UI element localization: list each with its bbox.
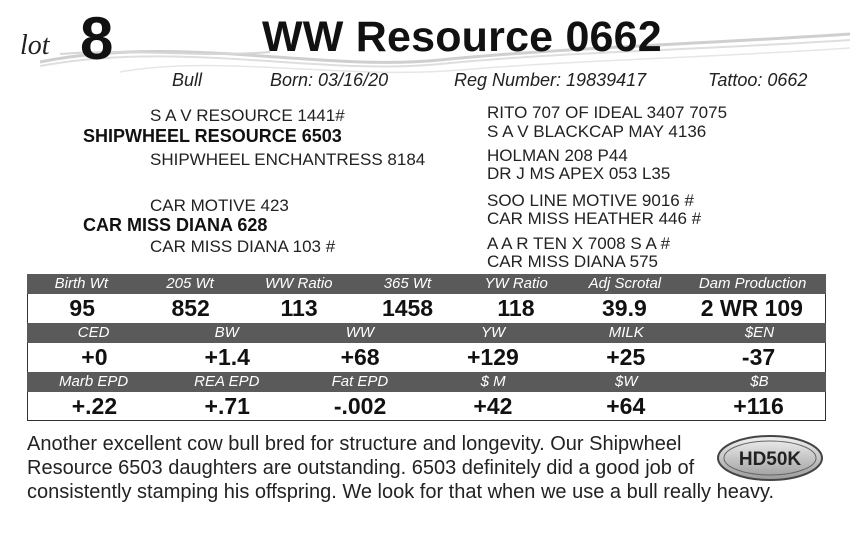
- epd-header-row-1: [27, 323, 826, 343]
- sex-label: Bull: [172, 70, 203, 90]
- pedigree-dam: CAR MISS DIANA 628: [83, 215, 268, 235]
- registration-number: Reg Number: 19839417: [454, 70, 647, 90]
- pedigree-dam-dam-sire: A A R TEN X 7008 S A #: [487, 234, 671, 253]
- pedigree-sire-dam: SHIPWHEEL ENCHANTRESS 8184: [150, 150, 426, 169]
- table-cell: +.22: [71, 393, 118, 419]
- pedigree-dam-sire-dam: CAR MISS HEATHER 446 #: [487, 209, 702, 228]
- column-header: 365 Wt: [383, 275, 432, 292]
- column-header: REA EPD: [194, 373, 260, 390]
- lot-label: lot: [20, 30, 50, 61]
- animal-name: WW Resource 0662: [262, 13, 662, 61]
- column-header: WW Ratio: [265, 275, 333, 292]
- pedigree-sire-sire: S A V RESOURCE 1441#: [150, 106, 345, 125]
- performance-header-row: [27, 274, 826, 294]
- epd-value-row-2: [27, 392, 826, 421]
- table-cell: -.002: [333, 393, 387, 419]
- pedigree-sire-dam-dam: DR J MS APEX 053 L35: [487, 164, 671, 183]
- table-cell: 95: [69, 295, 96, 321]
- hd50k-badge-icon: [716, 434, 824, 482]
- column-header: Dam Production: [698, 275, 807, 292]
- pedigree-sire-dam-sire: HOLMAN 208 P44: [487, 146, 628, 165]
- table-cell: 852: [171, 295, 210, 321]
- table-cell: 39.9: [602, 295, 647, 321]
- pedigree-dam-sire-sire: SOO LINE MOTIVE 9016 #: [487, 191, 694, 210]
- pedigree-sire-sire-dam: S A V BLACKCAP MAY 4136: [487, 122, 707, 141]
- table-cell: +.71: [204, 393, 250, 419]
- column-header: 205 Wt: [166, 275, 214, 292]
- pedigree-dam-sire: CAR MOTIVE 423: [150, 196, 289, 215]
- column-header: $EN: [744, 324, 775, 341]
- table-cell: +129: [466, 344, 519, 370]
- table-cell: +1.4: [204, 344, 250, 370]
- table-cell: +116: [733, 393, 784, 419]
- table-cell: -37: [741, 344, 776, 370]
- column-header: CED: [77, 324, 110, 341]
- tattoo: Tattoo: 0662: [708, 70, 808, 90]
- table-cell: 113: [280, 295, 318, 321]
- column-header: Adj Scrotal: [588, 275, 662, 292]
- pedigree-sire: SHIPWHEEL RESOURCE 6503: [83, 126, 342, 146]
- table-cell: +0: [81, 344, 108, 370]
- column-header: WW: [345, 324, 375, 341]
- badge-label: HD50K: [738, 449, 802, 470]
- column-header: YW Ratio: [484, 275, 548, 292]
- comment-text: Another excellent cow bull bred for structure and longevity. Our Shipwheel Resource 6503 daughters are outstanding. 6503 definitely did a good job of consistently stamping his offspring. We look for that when we use a bull really heavy.: [27, 433, 775, 503]
- table-cell: +68: [340, 344, 380, 370]
- column-header: $ M: [480, 373, 506, 390]
- table-cell: +25: [606, 344, 646, 370]
- table-cell: +42: [473, 393, 513, 419]
- column-header: Marb EPD: [58, 373, 129, 390]
- table-cell: +64: [606, 393, 646, 419]
- table-cell: 1458: [381, 295, 434, 321]
- table-cell: 2 WR 109: [700, 295, 803, 321]
- column-header: $B: [750, 373, 769, 390]
- pedigree-sire-sire-sire: RITO 707 OF IDEAL 3407 7075: [487, 103, 728, 122]
- lot-number: 8: [80, 5, 114, 72]
- column-header: Birth Wt: [54, 275, 109, 292]
- table-cell: 118: [497, 295, 535, 321]
- pedigree-dam-dam-dam: CAR MISS DIANA 575: [487, 252, 659, 271]
- performance-value-row: [27, 294, 826, 323]
- column-header: Fat EPD: [331, 373, 389, 390]
- epd-value-row-1: [27, 343, 826, 372]
- column-header: MILK: [608, 324, 644, 341]
- column-header: $W: [615, 373, 638, 390]
- epd-header-row-2: [27, 372, 826, 392]
- performance-epd-table: [27, 274, 826, 421]
- pedigree-dam-dam: CAR MISS DIANA 103 #: [150, 237, 336, 256]
- column-header: BW: [214, 324, 239, 341]
- lot-comment: [27, 432, 827, 504]
- column-header: YW: [481, 324, 506, 341]
- birth-date: Born: 03/16/20: [270, 70, 389, 90]
